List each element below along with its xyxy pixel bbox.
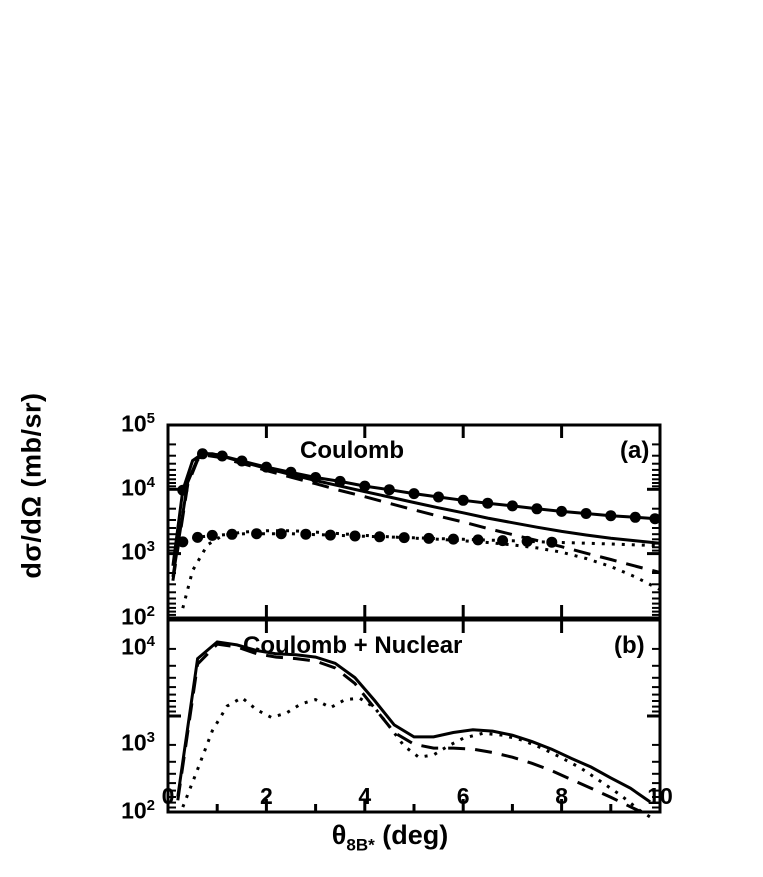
y-tick-label-1e5: $10^5$: [121, 410, 155, 437]
x-tick-label-6: 6: [456, 783, 470, 809]
x-tick-label-0: 0: [161, 783, 175, 809]
y-tick-label-1e3-b: $10^3$: [121, 729, 155, 756]
panel-a-y-minor-ticks: [168, 444, 660, 615]
panel-a-axes: [168, 425, 660, 618]
series-a-solid-upper-markers: [177, 448, 660, 524]
y-tick-label-1e4-a: $10^4$: [121, 474, 155, 501]
x-tick-label-8: 8: [555, 783, 568, 809]
x-axis-label-subscript: 8B*: [346, 835, 375, 855]
y-tick-label-1e3-a: $10^3$: [121, 538, 155, 565]
panel-b-y-minor-ticks: [168, 649, 660, 808]
panel-a-tag: (a): [620, 437, 650, 464]
x-axis-label-theta: θ: [331, 820, 347, 850]
x-axis-label: [160, 820, 620, 855]
x-tick-label-4: 4: [358, 783, 372, 809]
panel-a-y-ticks: [168, 425, 660, 618]
y-tick-label-1e2-a: $10^2$: [121, 603, 155, 630]
panel-a-x-ticks: [168, 425, 660, 618]
panel-b-title: Coulomb + Nuclear: [243, 632, 463, 659]
y-axis-label: [17, 336, 48, 636]
series-b-solid: [178, 642, 650, 802]
y-tick-label-1e2-b: $10^2$: [121, 797, 155, 824]
x-axis-label-units: (deg): [382, 820, 449, 850]
y-axis-label-text: dσ/dΩ (mb/sr): [16, 392, 47, 579]
panel-b-tag: (b): [614, 632, 645, 659]
panel-a-title: Coulomb: [300, 437, 404, 464]
series-a-dotted-lower: [183, 531, 660, 608]
y-tick-label-1e4-b: $10^4$: [121, 633, 155, 660]
x-tick-label-10: 10: [647, 783, 673, 809]
x-tick-label-2: 2: [259, 783, 273, 809]
